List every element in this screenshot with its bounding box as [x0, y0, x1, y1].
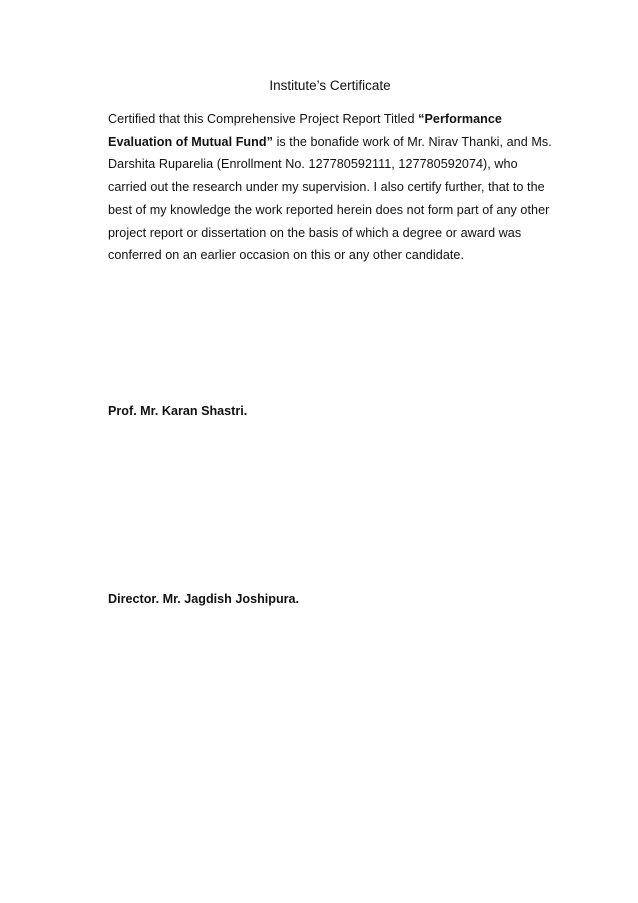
report-title-start: “Performance — [418, 112, 502, 126]
certificate-title: Institute’s Certificate — [269, 78, 391, 93]
body-line — [108, 131, 568, 154]
body-text-segment: is the bonafide work of Mr. Nirav Thanki, and Ms. — [273, 134, 552, 149]
body-line: carried out the research under my supervision. I also certify further, that to the — [108, 180, 545, 195]
director-signature-line: Director. Mr. Jagdish Joshipura. — [108, 592, 300, 606]
body-line: project report or dissertation on the basis of which a degree or award was — [108, 225, 522, 240]
body-text-segment: Certified that this Comprehensive Project Report Titled — [108, 112, 419, 126]
professor-signature-line: Prof. Mr. Karan Shastri. — [108, 404, 248, 418]
body-line: conferred on an earlier occasion on this or any other candidate. — [108, 248, 465, 263]
certificate-body — [108, 108, 568, 267]
report-title-end: Evaluation of Mutual Fund” — [108, 134, 274, 149]
body-line — [108, 108, 568, 131]
body-line: Darshita Ruparelia (Enrollment No. 127780592111, 127780592074), who — [108, 157, 518, 172]
body-line: best of my knowledge the work reported herein does not form part of any other — [108, 202, 550, 217]
